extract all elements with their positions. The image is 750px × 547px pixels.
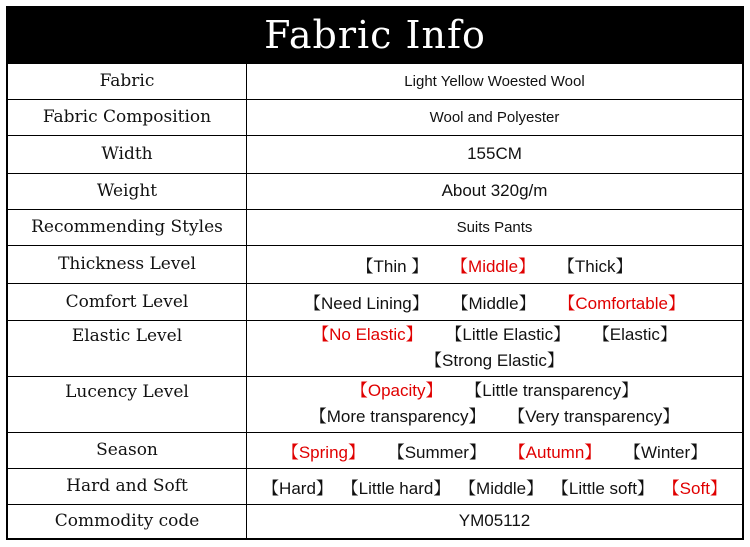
composition-value: Wool and Polyester [247, 99, 743, 135]
option-little-elastic: 【Little Elastic】 [445, 325, 571, 344]
option-little-soft: 【Little soft】 [551, 478, 654, 498]
fabric-info-sheet [6, 6, 744, 540]
commodity-code-value: YM05112 [247, 504, 743, 538]
option-more-transparency: 【More transparency】 [309, 407, 486, 426]
elastic-line-2 [247, 348, 742, 374]
lucency-line-2 [247, 404, 742, 430]
option-soft-selected: 【Soft】 [662, 478, 727, 498]
option-comfortable-selected: 【Comfortable】 [558, 294, 685, 313]
fabric-value: Light Yellow Woested Wool [247, 63, 743, 99]
table-row [8, 135, 742, 173]
option-middle-selected: 【Middle】 [451, 256, 536, 276]
fabric-info-table [8, 62, 742, 538]
option-no-elastic-selected: 【No Elastic】 [312, 325, 423, 344]
option-little-transparency: 【Little transparency】 [465, 381, 639, 400]
row-label: Width [8, 135, 247, 173]
table-row [8, 99, 742, 135]
table-row [8, 173, 742, 209]
styles-value: Suits Pants [247, 209, 743, 245]
option-spring-selected: 【Spring】 [281, 442, 365, 462]
option-middle: 【Middle】 [451, 294, 536, 313]
lucency-line-1 [247, 378, 742, 404]
table-row [8, 432, 742, 468]
width-value: 155CM [247, 135, 743, 173]
option-hard: 【Hard】 [262, 478, 333, 498]
option-thick: 【Thick】 [557, 256, 633, 276]
option-thin: 【Thin 】 [356, 256, 429, 276]
row-label: Season [8, 432, 247, 468]
option-autumn-selected: 【Autumn】 [508, 442, 602, 462]
option-very-transparency: 【Very transparency】 [508, 407, 680, 426]
table-row [8, 245, 742, 283]
lucency-options [247, 376, 743, 432]
option-strong-elastic: 【Strong Elastic】 [425, 351, 564, 370]
option-summer: 【Summer】 [387, 442, 486, 462]
table-row [8, 283, 742, 320]
row-label: Comfort Level [8, 283, 247, 320]
table-row [8, 209, 742, 245]
option-winter: 【Winter】 [624, 442, 708, 462]
row-label: Thickness Level [8, 245, 247, 283]
row-label: Elastic Level [8, 320, 247, 376]
elastic-options [247, 320, 743, 376]
table-row [8, 468, 742, 504]
option-opacity-selected: 【Opacity】 [350, 381, 443, 400]
hardness-options [247, 468, 743, 504]
option-need-lining: 【Need Lining】 [304, 294, 429, 313]
row-label: Recommending Styles [8, 209, 247, 245]
page-title: Fabric Info [8, 8, 742, 62]
thickness-options [247, 245, 743, 283]
table-row [8, 376, 742, 432]
weight-value: About 320g/m [247, 173, 743, 209]
row-label: Fabric Composition [8, 99, 247, 135]
season-options [247, 432, 743, 468]
elastic-line-1 [247, 322, 742, 348]
row-label: Hard and Soft [8, 468, 247, 504]
row-label: Lucency Level [8, 376, 247, 432]
table-row [8, 504, 742, 538]
table-row [8, 320, 742, 376]
option-elastic: 【Elastic】 [592, 325, 677, 344]
option-little-hard: 【Little hard】 [341, 478, 451, 498]
row-label: Fabric [8, 63, 247, 99]
row-label: Weight [8, 173, 247, 209]
option-middle: 【Middle】 [459, 478, 544, 498]
row-label: Commodity code [8, 504, 247, 538]
table-row [8, 63, 742, 99]
comfort-options [247, 283, 743, 320]
